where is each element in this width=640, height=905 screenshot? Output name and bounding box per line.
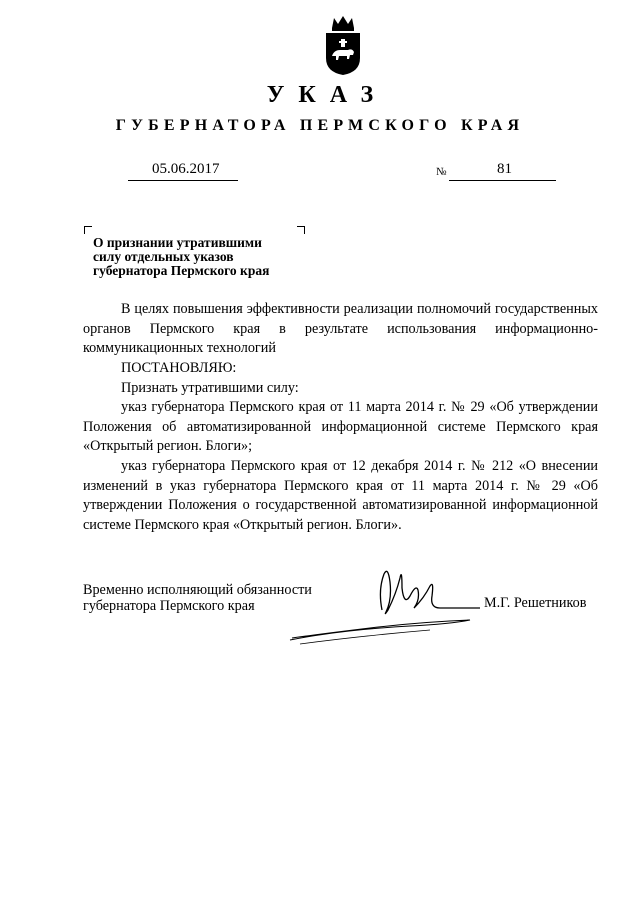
heading-corner-left — [84, 226, 92, 234]
document-date: 05.06.2017 — [152, 161, 220, 177]
signatory-name: М.Г. Решетников — [484, 595, 587, 611]
heading-line: губернатора Пермского края — [93, 263, 270, 278]
item-2-paragraph: указ губернатора Пермского края от 12 декабря 2014 г. № 212 «О внесении изменений в указ губернатора Пермского края от 11 марта 2014 г. № 29 «Об утверждении Положения о государственной автоматизированной информационной системе Пермского края «Открытый регион. Блоги». — [83, 458, 598, 533]
handwritten-signature — [280, 560, 490, 650]
coat-of-arms-icon — [322, 14, 364, 76]
heading-corner-right — [297, 226, 305, 234]
decree-word: ПОСТАНОВЛЯЮ: — [121, 360, 237, 376]
item-1-paragraph: указ губернатора Пермского края от 11 марта 2014 г. № 29 «Об утверждении Положения об автоматизированной информационной системе Пермского края «Открытый регион. Блоги»; — [83, 399, 598, 454]
document-number: 81 — [497, 161, 512, 177]
document-title: УКАЗ — [266, 82, 388, 108]
position-line: Временно исполняющий обязанности — [83, 582, 312, 598]
document-subtitle: ГУБЕРНАТОРА ПЕРМСКОГО КРАЯ — [115, 117, 525, 134]
heading-line: силу отдельных указов — [93, 249, 234, 264]
number-sign: № — [436, 166, 447, 178]
invalidate-statement: Признать утратившими силу: — [121, 380, 299, 396]
signatory-position — [83, 582, 312, 614]
heading-line: О признании утратившими — [93, 235, 262, 250]
position-line: губернатора Пермского края — [83, 598, 255, 614]
intro-paragraph: В целях повышения эффективности реализации полномочий государственных органов Пермского края в результате использования информационно-коммуникационных технологий — [83, 301, 598, 356]
document-heading — [93, 236, 313, 278]
